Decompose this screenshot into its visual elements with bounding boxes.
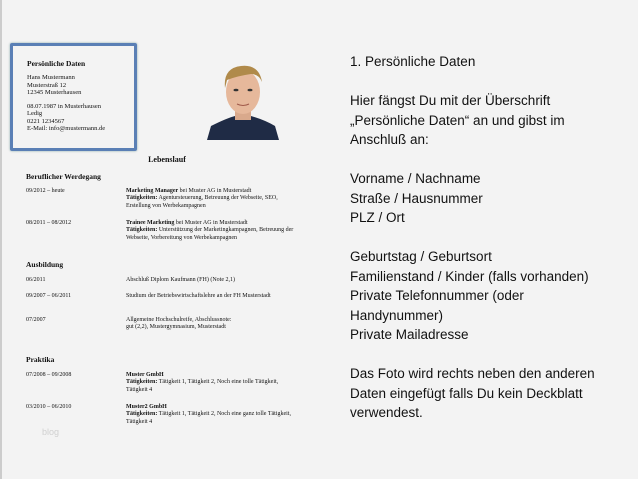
instruction-line: [350, 228, 595, 248]
entry-text: Muster2 GmbH Tätigkeiten: Tätigkeit 1, Tätigkeit 2, Noch eine ganz tolle Tätigkeit, Tätigkeit 4: [126, 404, 291, 425]
entry-date: 09/2007 – 06/2011: [26, 293, 72, 299]
entry-date: 07/2007: [26, 317, 46, 323]
entry-text: Marketing Manager bei Muster AG in Musterstadt Tätigkeiten: Agentursteuerung, Betreuung der Webseite, SEO, Erstellung von Werbekampagnen: [126, 188, 278, 209]
instruction-line: „Persönliche Daten“ an und gibst im: [350, 112, 565, 128]
street: Musterstraß 12: [27, 81, 67, 89]
profile-photo: [207, 60, 279, 140]
city: 12345 Musterhausen: [27, 88, 82, 96]
instruction-line: Familienstand / Kinder (falls vorhanden): [350, 268, 589, 284]
instruction-line: Das Foto wird rechts neben den anderen: [350, 366, 595, 381]
instruction-line: PLZ / Ort: [350, 210, 405, 225]
cv-entry: [26, 220, 326, 242]
entry-date: 06/2011: [26, 277, 46, 283]
instruction-line: Straße / Hausnummer: [350, 190, 483, 206]
section-heading: Beruflicher Werdegang: [26, 172, 101, 181]
instruction-line: [350, 345, 595, 365]
cv-entry: [26, 372, 326, 394]
instruction-line: 1. Persönliche Daten: [350, 54, 476, 69]
instruction-line: [350, 150, 595, 170]
instruction-line: verwendest.: [350, 405, 423, 420]
status: Ledig: [27, 110, 43, 118]
entry-text: Trainee Marketing bei Muster AG in Musterstadt Tätigkeiten: Unterstützung der Marketingkampagnen, Betreuung der Webseite, Vorbereitung von Werbekampagnen: [126, 220, 294, 241]
instruction-line: Daten eingefügt falls Du kein Deckblatt: [350, 385, 583, 401]
cv-entry: [26, 188, 326, 210]
personal-data-box: [10, 43, 137, 151]
instructions-text: [350, 52, 595, 423]
instruction-line: Private Mailadresse: [350, 327, 469, 342]
cv-entry: [26, 317, 326, 332]
entry-date: 03/2010 – 06/2010: [26, 404, 72, 410]
instruction-line: Anschluß an:: [350, 132, 429, 147]
birth: 08.07.1987 in Musterhausen: [27, 103, 102, 111]
instruction-line: Geburtstag / Geburtsort: [350, 249, 492, 264]
phone: 0221 1234567: [27, 117, 65, 125]
section-heading: Ausbildung: [26, 260, 64, 269]
cv-entry: [26, 404, 326, 426]
entry-text: Studium der Betriebswirtschaftslehre an der FH Musterstadt: [126, 293, 271, 299]
name: Hans Mustermann: [27, 74, 75, 82]
cv-title: Lebenslauf: [148, 155, 186, 164]
personal-data-heading: Persönliche Daten: [27, 59, 86, 68]
entry-text: Allgemeine Hochschulreife, Abschlussnote: gut (2,2), Mustergymnasium, Musterstadt: [126, 317, 232, 331]
watermark: blog: [42, 427, 60, 437]
instruction-line: Private Telefonnummer (oder: [350, 288, 524, 303]
instruction-line: Hier fängst Du mit der Überschrift: [350, 93, 551, 108]
entry-text: Abschluß Diplom Kaufmann (FH) (Note 2,1): [126, 277, 235, 283]
entry-date: 07/2008 – 09/2008: [26, 372, 72, 378]
cv-entry: [26, 293, 326, 300]
entry-date: 09/2012 – heute: [26, 188, 65, 194]
instruction-line: Handynummer): [350, 307, 444, 323]
instruction-line: Vorname / Nachname: [350, 171, 481, 186]
cv-entry: [26, 277, 326, 284]
instruction-line: [350, 72, 595, 92]
entry-date: 08/2011 – 08/2012: [26, 220, 72, 226]
entry-text: Muster GmbH Tätigkeiten: Tätigkeit 1, Tätigkeit 2, Noch eine tolle Tätigkeit, Tätigkeit 4: [126, 372, 279, 393]
section-heading: Praktika: [26, 355, 55, 364]
email: E-Mail: info@mustermann.de: [27, 125, 106, 133]
